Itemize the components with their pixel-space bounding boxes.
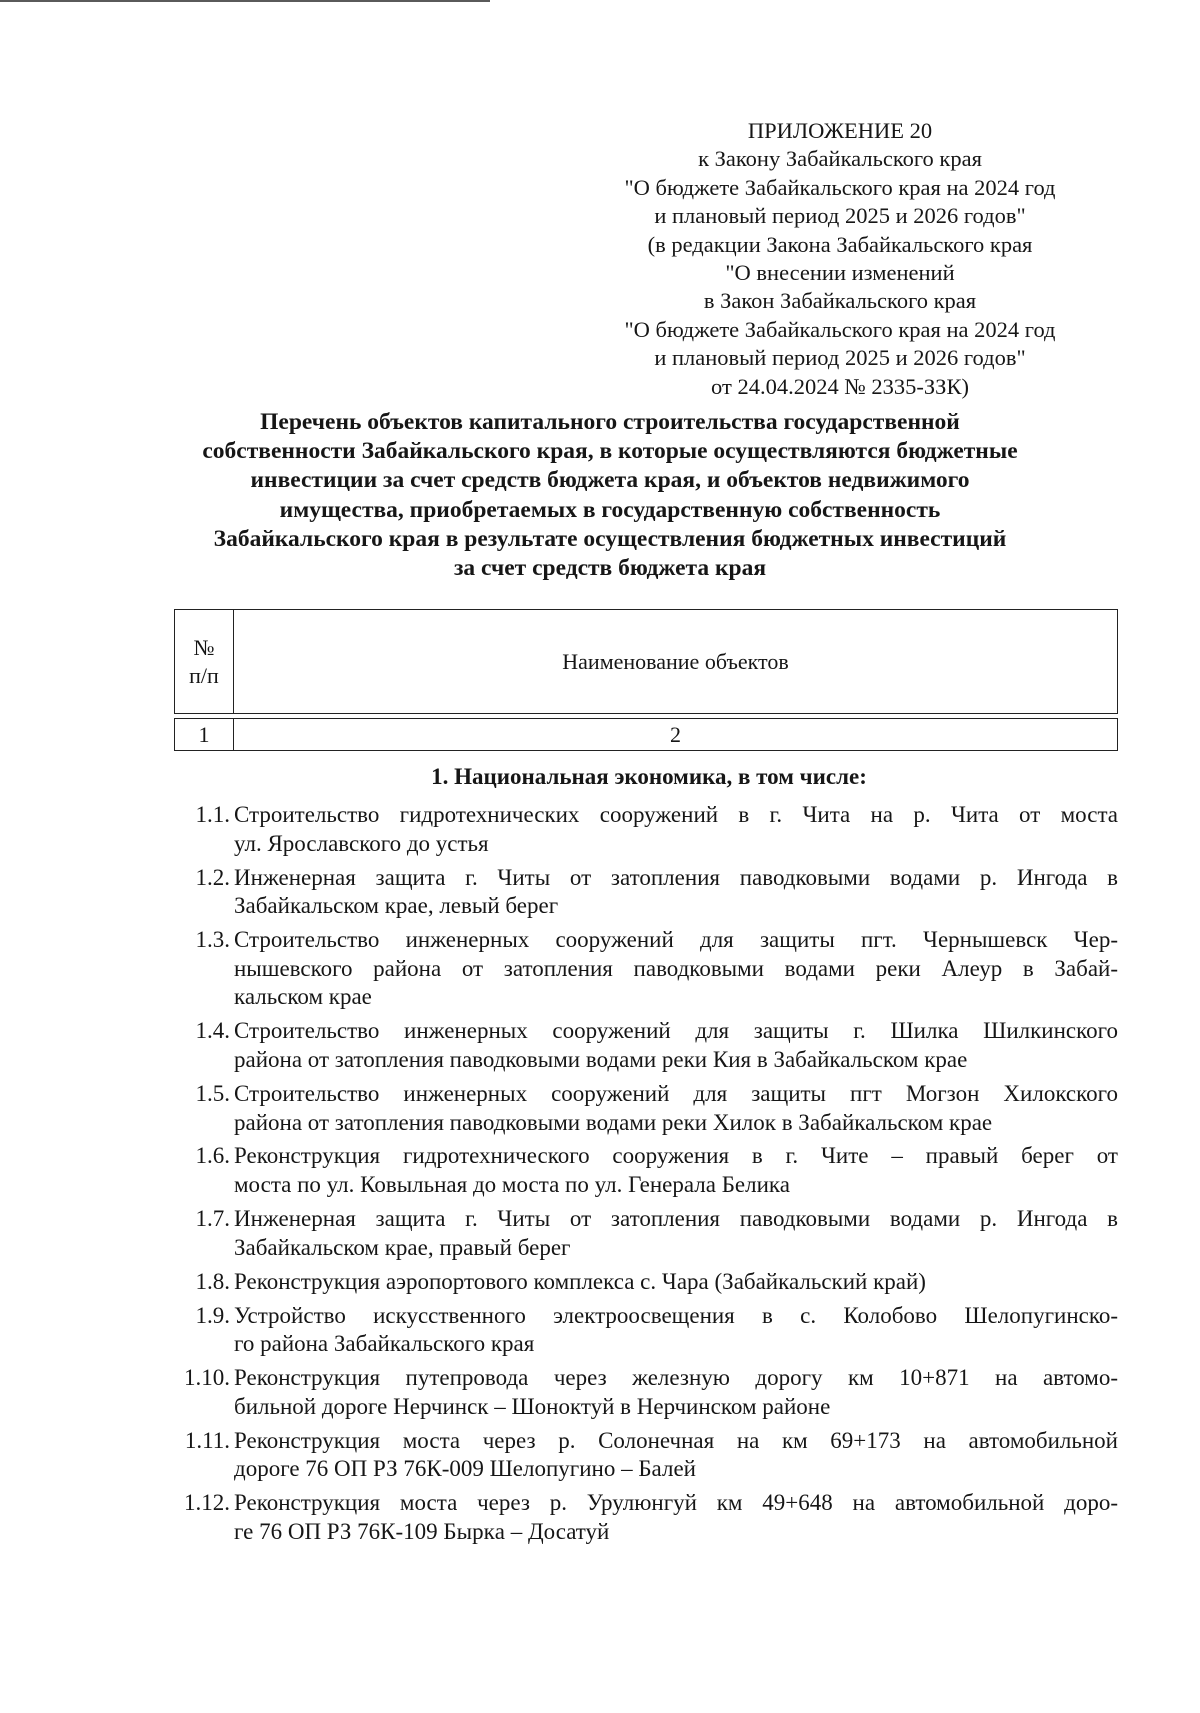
item-line: моста по ул. Ковыльная до моста по ул. Генерала Белика	[234, 1172, 790, 1198]
list-item	[174, 1142, 1118, 1199]
objects-table-header	[174, 609, 1118, 751]
item-text	[234, 1489, 1118, 1546]
items-list	[174, 801, 1118, 1552]
item-line: нышевского района от затопления паводковыми водами реки Алеур в Забай-	[234, 955, 1118, 981]
item-line: Реконструкция аэропортового комплекса с. Чара (Забайкальский край)	[234, 1268, 926, 1294]
list-item	[174, 1427, 1118, 1484]
item-line: Устройство искусственного электроосвещения в с. Колобово Шелопугинско-	[234, 1302, 1118, 1328]
item-number: 1.4.	[195, 1018, 230, 1044]
table-header-row	[175, 610, 1118, 714]
header-cell-name: Наименование объектов	[234, 610, 1118, 714]
title-line: имущества, приобретаемых в государственную собственность	[279, 496, 941, 523]
item-text	[234, 1017, 1118, 1074]
item-line: бильной дороге Нерчинск – Шоноктуй в Нерчинском районе	[234, 1393, 831, 1419]
title-line: инвестиции за счет средств бюджета края, и объектов недвижимого	[250, 467, 970, 494]
list-item	[174, 1017, 1118, 1074]
appendix-line: "О бюджете Забайкальского края на 2024 год	[624, 316, 1056, 342]
item-line: района от затопления паводковыми водами реки Хилок в Забайкальском крае	[234, 1109, 993, 1135]
item-number: 1.12.	[184, 1490, 230, 1516]
list-item	[174, 801, 1118, 858]
table-index-row	[175, 719, 1118, 751]
item-text	[234, 1142, 1118, 1199]
item-number: 1.1.	[195, 802, 230, 827]
appendix-line: ПРИЛОЖЕНИЕ 20	[747, 118, 933, 143]
item-line: Инженерная защита г. Читы от затопления паводковыми водами р. Ингода в	[234, 1206, 1118, 1232]
title-line: собственности Забайкальского края, в которые осуществляются бюджетные	[202, 438, 1018, 465]
list-item	[174, 926, 1118, 1012]
item-line: Инженерная защита г. Читы от затопления паводковыми водами р. Ингода в	[234, 864, 1118, 890]
title-line: Забайкальского края в результате осуществления бюджетных инвестиций	[213, 525, 1007, 552]
item-number: 1.3.	[195, 927, 230, 953]
item-line: Строительство инженерных сооружений для защиты пгт Могзон Хилокского	[234, 1080, 1118, 1106]
item-text	[234, 1268, 1118, 1297]
list-item	[174, 1080, 1118, 1137]
item-line: дороге 76 ОП РЗ 76К-009 Шелопугино – Балей	[234, 1456, 696, 1482]
header-number-sign: №	[193, 634, 215, 660]
item-line: Реконструкция гидротехнического сооружения в г. Чите – правый берег от	[234, 1143, 1118, 1169]
item-text	[234, 1080, 1118, 1137]
appendix-line: "О бюджете Забайкальского края на 2024 год	[624, 174, 1056, 200]
appendix-line: и плановый период 2025 и 2026 годов"	[654, 203, 1026, 229]
section-title: 1. Национальная экономика, в том числе:	[431, 764, 867, 789]
item-line: Забайкальском крае, левый берег	[234, 893, 559, 919]
header-cell-number	[175, 610, 234, 714]
item-number: 1.5.	[195, 1080, 230, 1106]
item-text	[234, 1364, 1118, 1421]
item-text	[234, 1302, 1118, 1359]
list-item	[174, 1302, 1118, 1359]
list-item	[174, 864, 1118, 921]
item-line: Забайкальском крае, правый берег	[234, 1234, 571, 1260]
list-item	[174, 1205, 1118, 1262]
appendix-line: (в редакции Закона Забайкальского края	[647, 231, 1033, 257]
item-number: 1.7.	[195, 1206, 230, 1232]
item-line: Реконструкция моста через р. Урулюнгуй км 49+648 на автомобильной доро-	[234, 1490, 1118, 1516]
appendix-line: в Закон Забайкальского края	[703, 288, 977, 314]
item-number: 1.10.	[184, 1365, 230, 1391]
appendix-line: к Закону Забайкальского края	[698, 146, 982, 172]
item-line: района от затопления паводковыми водами реки Кия в Забайкальском крае	[234, 1046, 968, 1072]
document-title	[150, 408, 1070, 583]
item-text	[234, 801, 1118, 858]
item-line: Строительство инженерных сооружений для защиты пгт. Чернышевск Чер-	[234, 927, 1118, 953]
appendix-line: и плановый период 2025 и 2026 годов"	[654, 345, 1026, 371]
item-line: Строительство инженерных сооружений для защиты г. Шилка Шилкинского	[234, 1018, 1118, 1044]
item-number: 1.6.	[195, 1143, 230, 1169]
item-line: кальском крае	[234, 984, 372, 1010]
item-line: го района Забайкальского края	[234, 1331, 535, 1357]
list-item	[174, 1268, 1118, 1297]
title-line: за счет средств бюджета края	[453, 555, 767, 582]
item-text	[234, 1205, 1118, 1262]
item-number: 1.2.	[195, 864, 230, 890]
title-line: Перечень объектов капитального строительства государственной	[260, 409, 960, 435]
item-number: 1.8.	[195, 1268, 230, 1294]
item-line: Строительство гидротехнических сооружений в г. Чита на р. Чита от моста	[234, 802, 1118, 827]
index-cell-2: 2	[234, 719, 1118, 751]
list-item	[174, 1489, 1118, 1546]
item-line: Реконструкция путепровода через железную дорогу км 10+871 на автомо-	[234, 1365, 1118, 1391]
item-text	[234, 864, 1118, 921]
list-item	[174, 1364, 1118, 1421]
item-number: 1.9.	[195, 1302, 230, 1328]
header-number-label: п/п	[189, 662, 219, 688]
item-text	[234, 1427, 1118, 1484]
appendix-header	[560, 117, 1120, 401]
index-cell-1: 1	[175, 719, 234, 751]
item-line: ге 76 ОП РЗ 76К-109 Быркa – Досатуй	[234, 1518, 610, 1544]
item-text	[234, 926, 1118, 1012]
item-line: Реконструкция моста через р. Солонечная на км 69+173 на автомобильной	[234, 1427, 1118, 1453]
appendix-line: "О внесении изменений	[725, 260, 955, 286]
scan-edge-line	[0, 0, 490, 2]
item-number: 1.11.	[184, 1427, 230, 1453]
item-line: ул. Ярославского до устья	[234, 830, 489, 856]
appendix-line: от 24.04.2024 № 2335-ЗЗК)	[711, 373, 969, 399]
